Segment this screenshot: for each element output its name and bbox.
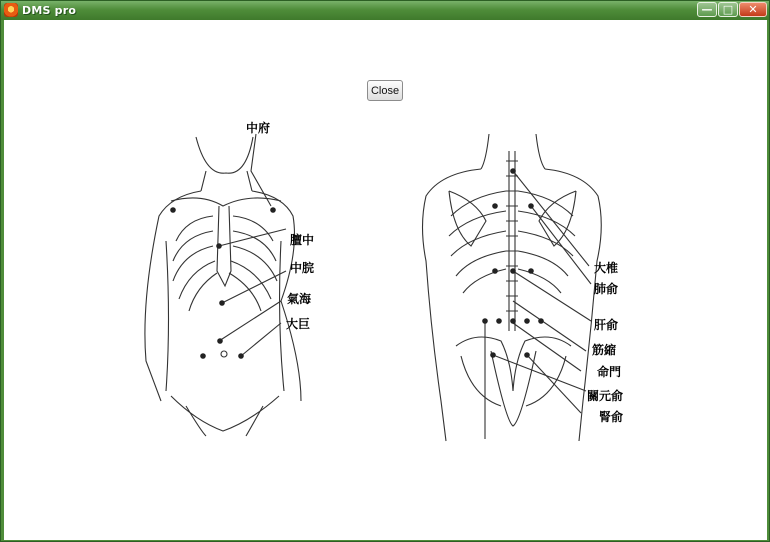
close-button[interactable]: Close <box>367 80 403 101</box>
maximize-button[interactable]: □ <box>718 2 738 17</box>
content-area <box>4 20 767 540</box>
back-label-ganshu: 肝俞 <box>594 318 619 332</box>
back-label-dazhui: 大椎 <box>594 261 619 275</box>
acupoint-labels <box>4 20 767 540</box>
front-label-zhongwan: 中脘 <box>290 261 315 275</box>
window-close-button[interactable]: ✕ <box>739 2 767 17</box>
window-title: DMS pro <box>22 4 77 17</box>
back-label-shenshu: 腎俞 <box>599 410 624 424</box>
front-label-daju: 大巨 <box>286 317 311 331</box>
front-label-zhongfu: 中府 <box>246 121 271 135</box>
title-bar[interactable] <box>1 1 769 20</box>
back-label-jinsuo: 筋縮 <box>592 343 617 357</box>
front-label-qihai: 氣海 <box>287 292 312 306</box>
minimize-button[interactable]: — <box>697 2 717 17</box>
back-label-feishu: 肺俞 <box>594 282 619 296</box>
app-icon <box>4 3 18 17</box>
front-label-danzhong: 膻中 <box>290 233 315 247</box>
back-label-guanyuanshu: 關元俞 <box>587 389 624 403</box>
back-label-mingmen: 命門 <box>597 365 622 379</box>
